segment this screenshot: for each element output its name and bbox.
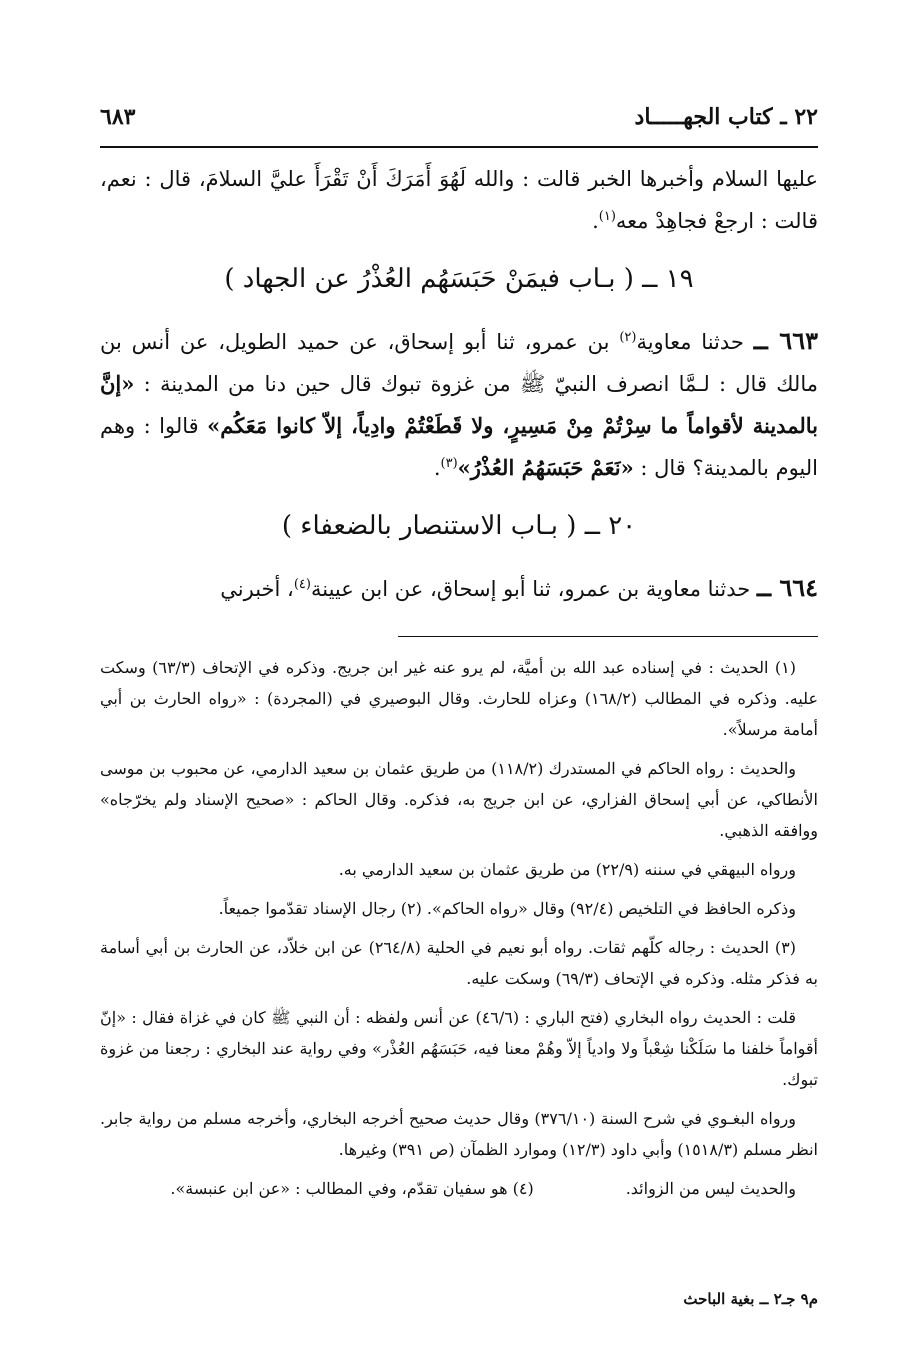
footnote-4: (٤) هو سفيان تقدّم، وفي المطالب : «عن ابن عنبسة».	[170, 1179, 534, 1198]
chapter-heading-20: ٢٠ ــ ( بـاب الاستنصار بالضعفاء )	[281, 511, 637, 541]
footnote-ref-1: (١)	[598, 209, 616, 224]
printer-signature: م٩ جـ٢ ــ بغية الباحث	[683, 1290, 818, 1308]
paragraph-end: .	[592, 209, 599, 233]
hadith-664	[100, 567, 818, 610]
main-text	[100, 158, 818, 610]
hadith-text: قالوا : وهم اليوم بالمدينة؟ قال :	[100, 414, 818, 480]
hadith-end: .	[433, 456, 441, 480]
footnotes	[100, 652, 818, 1212]
hadith-quote: «نَعَمْ حَبَسَهُمُ العُذْرُ»	[457, 455, 634, 480]
footnote-ref-4: (٤)	[293, 577, 311, 592]
footnote-2: وذكره الحافظ في التلخيص (٩٢/٤) وقال «رواه الحاكم». (٢) رجال الإسناد تقدّموا جميعاً.	[218, 899, 796, 918]
footnote-3-cont: قلت : الحديث رواه البخاري (فتح الباري : (٤٦/٦) عن أنس ولفظه : أن النبي ﷺ كان في غزاة فقال : «إنّ أقواماً خلفنا ما سَلَكْنا شِعْباً ولا وادياً إلاّ وهُمْ معنا فيه، حَبَسَهُم العُذْر» وفي رواية عند البخاري : رجعنا من غزوة تبوك.	[100, 1008, 818, 1089]
running-title: ٢٢ ـ كتاب الجهـــــاد	[634, 104, 818, 130]
chapter-heading-19: ١٩ ــ ( بـاب فيمَنْ حَبَسَهُم العُذْرُ عن الجهاد )	[224, 264, 694, 294]
hadith-text: ، أخبرني	[220, 577, 294, 601]
paragraph-text: عليها السلام وأخبرها الخبر قالت : والله لَهُوَ أَمَرَكَ أَنْ تَقْرَأَ عليَّ السلامَ، قال : نعم، قالت : ارجعْ فجاهِدْ معه	[100, 167, 818, 233]
hadith-text: بن عمرو، ثنا أبو إسحاق، عن حميد الطويل، عن أنس بن مالك قال : لـمَّا انصرف النبيّ ﷺ من غزوة تبوك قال حين دنا من المدينة :	[100, 330, 818, 396]
hadith-quote: «إنَّ بالمدينة لأقواماً ما سِرْتُمْ مِنْ مَسِيرٍ، ولا قَطَعْتُمْ وادِياً، إلاّ كانوا مَعَكُم»	[100, 371, 818, 438]
footnote-3: (٣) الحديث : رجاله كلّهم ثقات. رواه أبو نعيم في الحلية (٢٦٤/٨) عن ابن خلاّد، عن الحارث بن أبي أسامة به فذكر مثله. وذكره في الإتحاف (٦٩/٣) وسكت عليه.	[100, 938, 818, 988]
footnote-1-cont: والحديث : رواه الحاكم في المستدرك (١١٨/٢) من طريق عثمان بن سعيد الدارمي، عن محبوب بن موسى الأنطاكي، عن أبي إسحاق الفزاري، عن ابن جريج به، فذكره. وقال الحاكم : «صحيح الإسناد ولم يخرّجاه» ووافقه الذهبي.	[100, 759, 818, 840]
footnote-3-end: والحديث ليس من الزوائد.	[625, 1179, 796, 1198]
footnote-rule	[398, 636, 818, 637]
footnote-4-line	[100, 1173, 818, 1204]
book-page	[100, 0, 818, 1352]
footnote-ref-2: (٢)	[619, 330, 637, 345]
footnote-3-cont: ورواه البغـوي في شرح السنة (٣٧٦/١٠) وقال حديث صحيح أخرجه البخاري، وأخرجه مسلم من رواية جابر. انظر مسلم (١٥١٨/٣) وأبي داود (١٢/٣) وموارد الظمآن (ص ٣٩١) وغيرها.	[100, 1109, 818, 1159]
hadith-number-664: ٦٦٤ ــ	[756, 573, 818, 602]
paragraph-continuation	[100, 158, 818, 242]
hadith-number-663: ٦٦٣ ــ	[753, 326, 818, 355]
hadith-663	[100, 320, 818, 489]
footnote-1: (١) الحديث : في إسناده عبد الله بن أميَّة، لم يرو عنه غير ابن جريج. وذكره في الإتحاف (٦٣/٣) وسكت عليه. وذكره في المطالب (١٦٨/٢) وعزاه للحارث. وقال البوصيري في (المجردة) : «رواه الحارث بن أبي أمامة مرسلاً».	[100, 658, 819, 739]
hadith-text: حدثنا معاوية بن عمرو، ثنا أبو إسحاق، عن ابن عيينة	[310, 577, 751, 601]
hadith-text: حدثنا معاوية	[636, 330, 744, 354]
page-header	[100, 100, 818, 140]
footnote-1-cont: ورواه البيهقي في سننه (٢٢/٩) من طريق عثمان بن سعيد الدارمي به.	[338, 860, 796, 879]
header-rule	[100, 146, 818, 148]
page-number: ٦٨٣	[100, 104, 136, 130]
footnote-ref-3: (٣)	[440, 456, 458, 471]
